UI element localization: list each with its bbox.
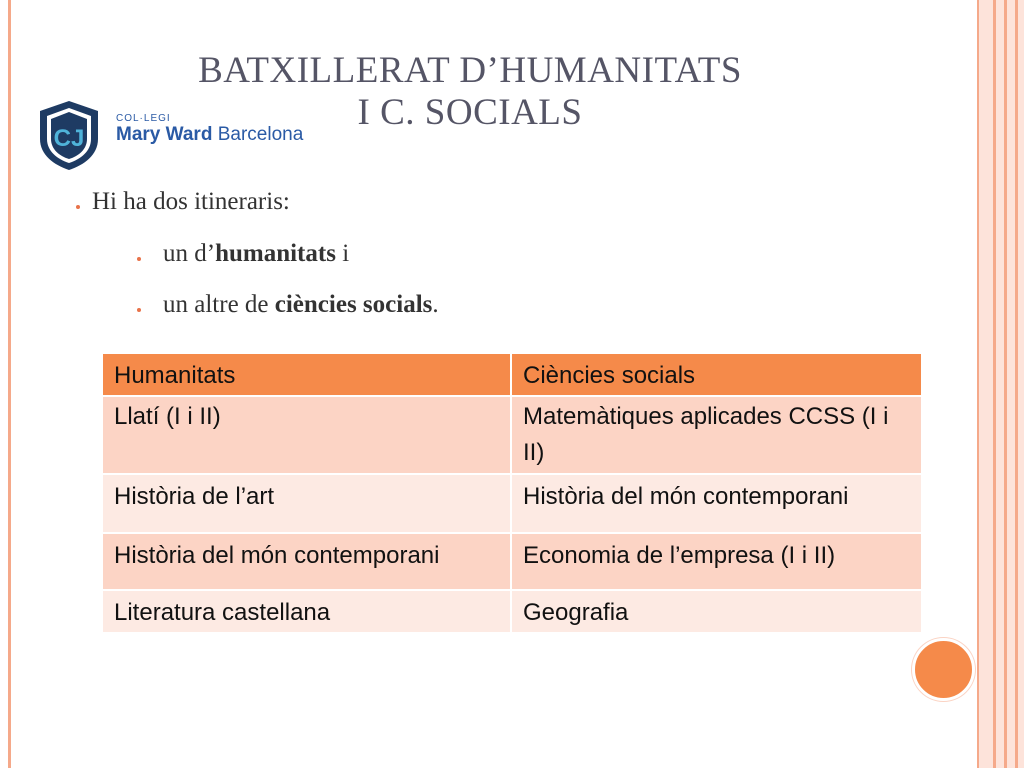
table-cell: Literatura castellana: [102, 590, 511, 633]
table-cell: Geografia: [511, 590, 922, 633]
table-header-cell: Ciències socials: [511, 353, 922, 396]
table-header-cell: Humanitats: [102, 353, 511, 396]
bullet-text: i: [335, 240, 350, 267]
logo-name-rest: Barcelona: [212, 124, 304, 145]
bullet-dot: [137, 308, 141, 312]
table-cell: Història del món contemporani: [511, 474, 922, 533]
bullet-text: un d’: [163, 240, 216, 267]
table-cell: Economia de l’empresa (I i II): [511, 533, 922, 590]
bullet-item-humanitats: [163, 240, 349, 268]
bullet-dot: [76, 205, 80, 209]
logo-wordmark: [116, 113, 303, 146]
bullet-dot: [137, 257, 141, 261]
bullet-item-ciencies-socials: [163, 291, 439, 319]
table-cell: Història del món contemporani: [102, 533, 511, 590]
table-cell: Història de l’art: [102, 474, 511, 533]
slide-title-line-2: I C. SOCIALS: [357, 92, 583, 133]
right-border-line: [1004, 0, 1007, 768]
bullet-text: un altre de: [163, 291, 275, 318]
logo-school-name: [116, 124, 303, 146]
table-header-row: [102, 353, 922, 396]
svg-text:CJ: CJ: [53, 125, 85, 152]
table-row: [102, 396, 922, 474]
bullet-text: .: [432, 291, 439, 318]
table-cell: Llatí (I i II): [102, 396, 511, 474]
right-border-line: [1015, 0, 1018, 768]
table-row: [102, 533, 922, 590]
bullet-intro: Hi ha dos itineraris:: [92, 188, 290, 215]
left-border-line: [8, 0, 11, 768]
cj-shield-icon: [36, 99, 102, 171]
table-cell: Matemàtiques aplicades CCSS (I i II): [511, 396, 922, 474]
itineraris-table: [101, 352, 923, 634]
logo-small-text: COL·LEGI: [116, 113, 171, 124]
table-row: [102, 590, 922, 633]
school-logo: [36, 99, 326, 171]
right-border-line: [993, 0, 996, 768]
bullet-bold-text: ciències socials: [274, 291, 433, 318]
right-border-line: [977, 0, 979, 768]
bullet-bold-text: humanitats: [215, 240, 336, 267]
slide-title-line-1: BATXILLERAT D’HUMANITATS: [198, 50, 742, 91]
logo-name-bold: Mary Ward: [116, 124, 213, 145]
table-row: [102, 474, 922, 533]
decorative-circle: [912, 638, 975, 701]
